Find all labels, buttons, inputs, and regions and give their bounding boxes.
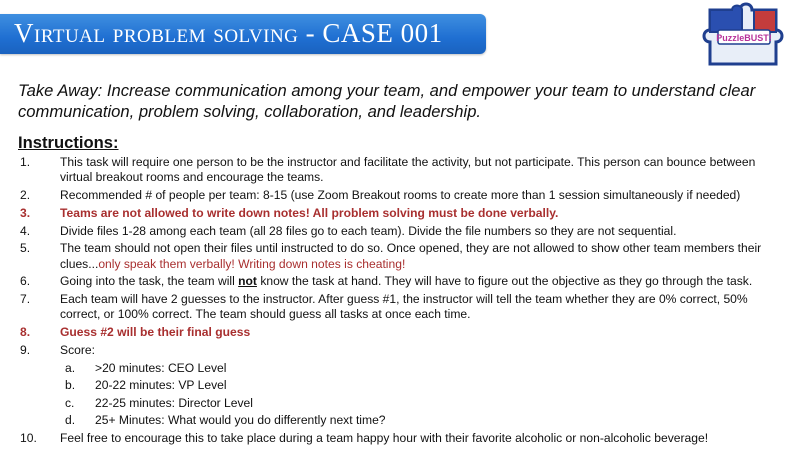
puzzle-icon [692,2,792,70]
list-item: 7. Each team will have 2 guesses to the instructor. After guess #1, the instructor will tell the team whether they are 0% correct, 50% correct, or 100% correct. The team should guess all tasks at once each time. [20,292,748,322]
list-item: 2. Recommended # of people per team: 8-15 (use Zoom Breakout rooms to create more than 1 session simultaneously if needed) [20,188,741,202]
instructions-heading: Instructions: [18,133,119,152]
score-item: b. 20-22 minutes: VP Level [65,378,227,393]
page-title: Virtual problem solving - CASE 001 [14,18,443,48]
list-item: 10. Feel free to encourage this to take place during a team happy hour with their favorite alcoholic or non-alcoholic beverage! [20,431,709,446]
list-item: 3. Teams are not allowed to write down notes! All problem solving must be done verbally. [20,205,559,220]
score-item: d. 25+ Minutes: What would you do differently next time? [65,413,386,428]
list-item: 6. Going into the task, the team will not know the task at hand. They will have to figure out the objective as they go through the task. [20,274,753,289]
list-item: 9. Score: a. >20 minutes: CEO Level b. 20-22 minutes: VP Level c. 22-25 minutes: Director Level d. 25+ Minutes: What would you do differently next time? [0,343,794,429]
logo-text: PuzzleBUST! [716,33,772,43]
list-item: 1. This task will require one person to be the instructor and facilitate the activity, but not participate. This person can bounce between virtual breakout rooms and encourage the teams. [20,155,756,185]
list-item: 8. Guess #2 will be their final guess [20,325,251,340]
score-item: c. 22-25 minutes: Director Level [65,395,253,410]
instructions-list [0,155,794,449]
score-item: a. >20 minutes: CEO Level [65,360,227,375]
puzzlebust-logo [692,2,792,70]
list-item: 5. The team should not open their files until instructed to do so. Once opened, they are not allowed to show other team members their clues...only speak them verbally! Writing down notes is cheating! [20,241,762,271]
title-banner [0,14,486,54]
takeaway-text: Take Away: Increase communication among your team, and empower your team to understand clear communication, problem solving, collaboration, and leadership. [18,81,756,121]
list-item: 4. Divide files 1-28 among each team (all 28 files go to each team). Divide the file numbers so they are not sequential. [20,223,677,238]
